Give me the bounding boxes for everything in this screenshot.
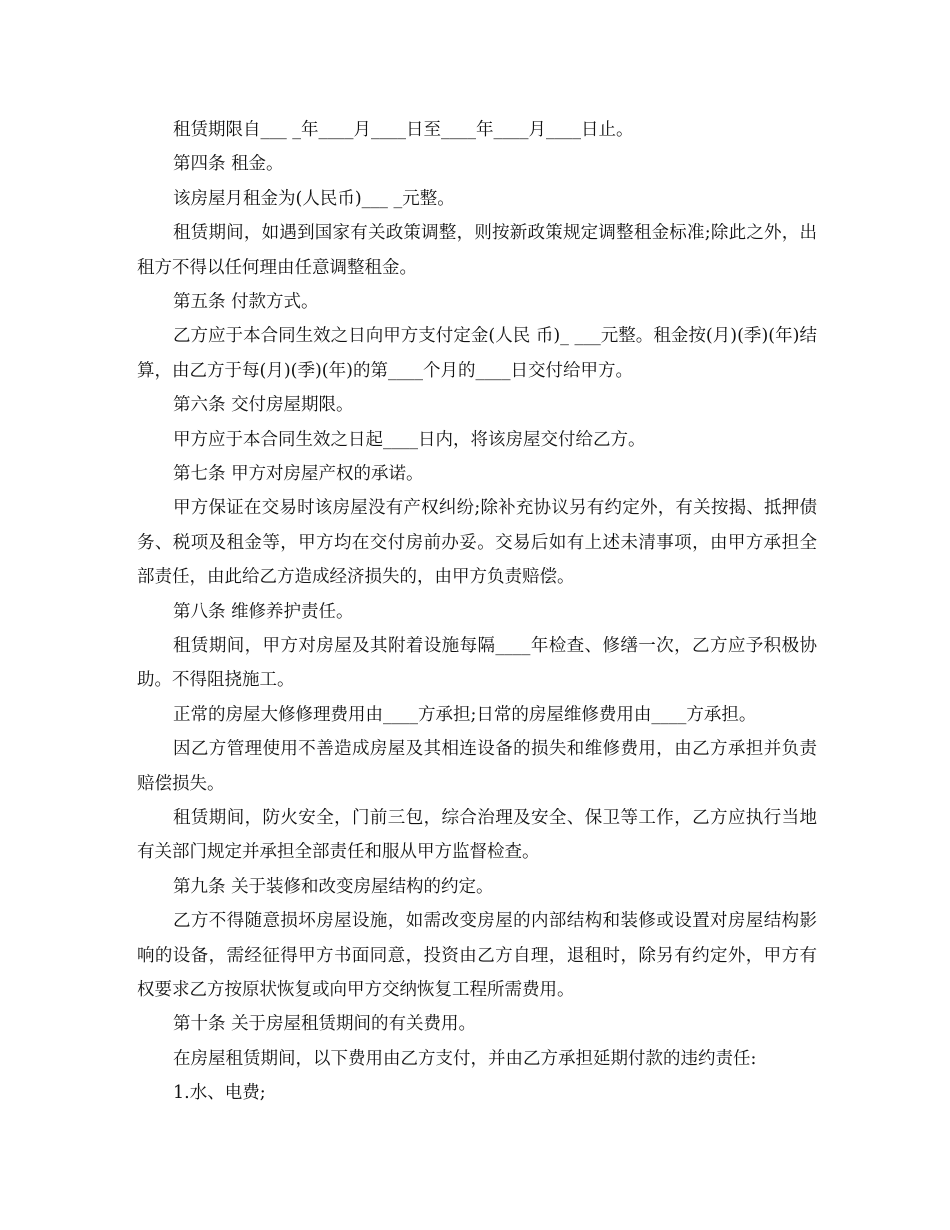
- paragraph-safety: 租赁期间，防火安全，门前三包，综合治理及安全、保卫等工作，乙方应执行当地有关部门规定并承担全部责任和服从甲方监督检查。: [137, 807, 817, 863]
- article-6-heading: 第六条 交付房屋期限。: [173, 395, 354, 416]
- paragraph-delivery: 甲方应于本合同生效之日起____日内，将该房屋交付给乙方。: [173, 429, 646, 450]
- paragraph-tenant-fees: 在房屋租赁期间，以下费用由乙方支付，并由乙方承担延期付款的违约责任:: [173, 1048, 757, 1069]
- paragraph-payment: 乙方应于本合同生效之日向甲方支付定金(人民 币)_ ___元整。租金按(月)(季)(年)结算，由乙方于每(月)(季)(年)的第____个月的____日交付给甲方。: [137, 326, 817, 381]
- paragraph-inspection: 租赁期间，甲方对房屋及其附着设施每隔____年检查、修缮一次，乙方应予积极协助。不得阻挠施工。: [137, 635, 817, 691]
- list-item-utilities: 1.水、电费;: [173, 1083, 266, 1104]
- paragraph-property-warranty: 甲方保证在交易时该房屋没有产权纠纷;除补充协议另有约定外，有关按揭、抵押债务、税项及租金等，甲方均在交付房前办妥。交易后如有上述未清事项，由甲方承担全部责任，由此给乙方造成经济损失的，由甲方负责赔偿。: [137, 498, 817, 588]
- paragraph-repair-costs: 正常的房屋大修修理费用由____方承担;日常的房屋维修费用由____方承担。: [173, 704, 757, 725]
- article-7-heading: 第七条 甲方对房屋产权的承诺。: [173, 463, 424, 484]
- contract-text: [137, 113, 817, 1111]
- paragraph-lease-term: 租赁期限自___ _年____月____日至____年____月____日止。: [173, 120, 634, 140]
- article-5-heading: 第五条 付款方式。: [173, 291, 319, 312]
- paragraph-monthly-rent: 该房屋月租金为(人民币)___ _元整。: [173, 188, 455, 209]
- paragraph-damage-liability: 因乙方管理使用不善造成房屋及其相连设备的损失和维修费用，由乙方承担并负责赔偿损失。: [137, 739, 817, 794]
- article-8-heading: 第八条 维修养护责任。: [173, 601, 354, 622]
- article-4-heading: 第四条 租金。: [173, 154, 284, 175]
- paragraph-rent-adjustment: 租赁期间，如遇到国家有关政策调整，则按新政策规定调整租金标准;除此之外，出租方不得以任何理由任意调整租金。: [137, 223, 817, 278]
- article-9-heading: 第九条 关于装修和改变房屋结构的约定。: [173, 876, 494, 897]
- article-10-heading: 第十条 关于房屋租赁期间的有关费用。: [173, 1014, 477, 1035]
- paragraph-renovation: 乙方不得随意损坏房屋设施，如需改变房屋的内部结构和装修或设置对房屋结构影响的设备，需经征得甲方书面同意，投资由乙方自理，退租时，除另有约定外，甲方有权要求乙方按原状恢复或向甲方交纳恢复工程所需费用。: [137, 911, 817, 1000]
